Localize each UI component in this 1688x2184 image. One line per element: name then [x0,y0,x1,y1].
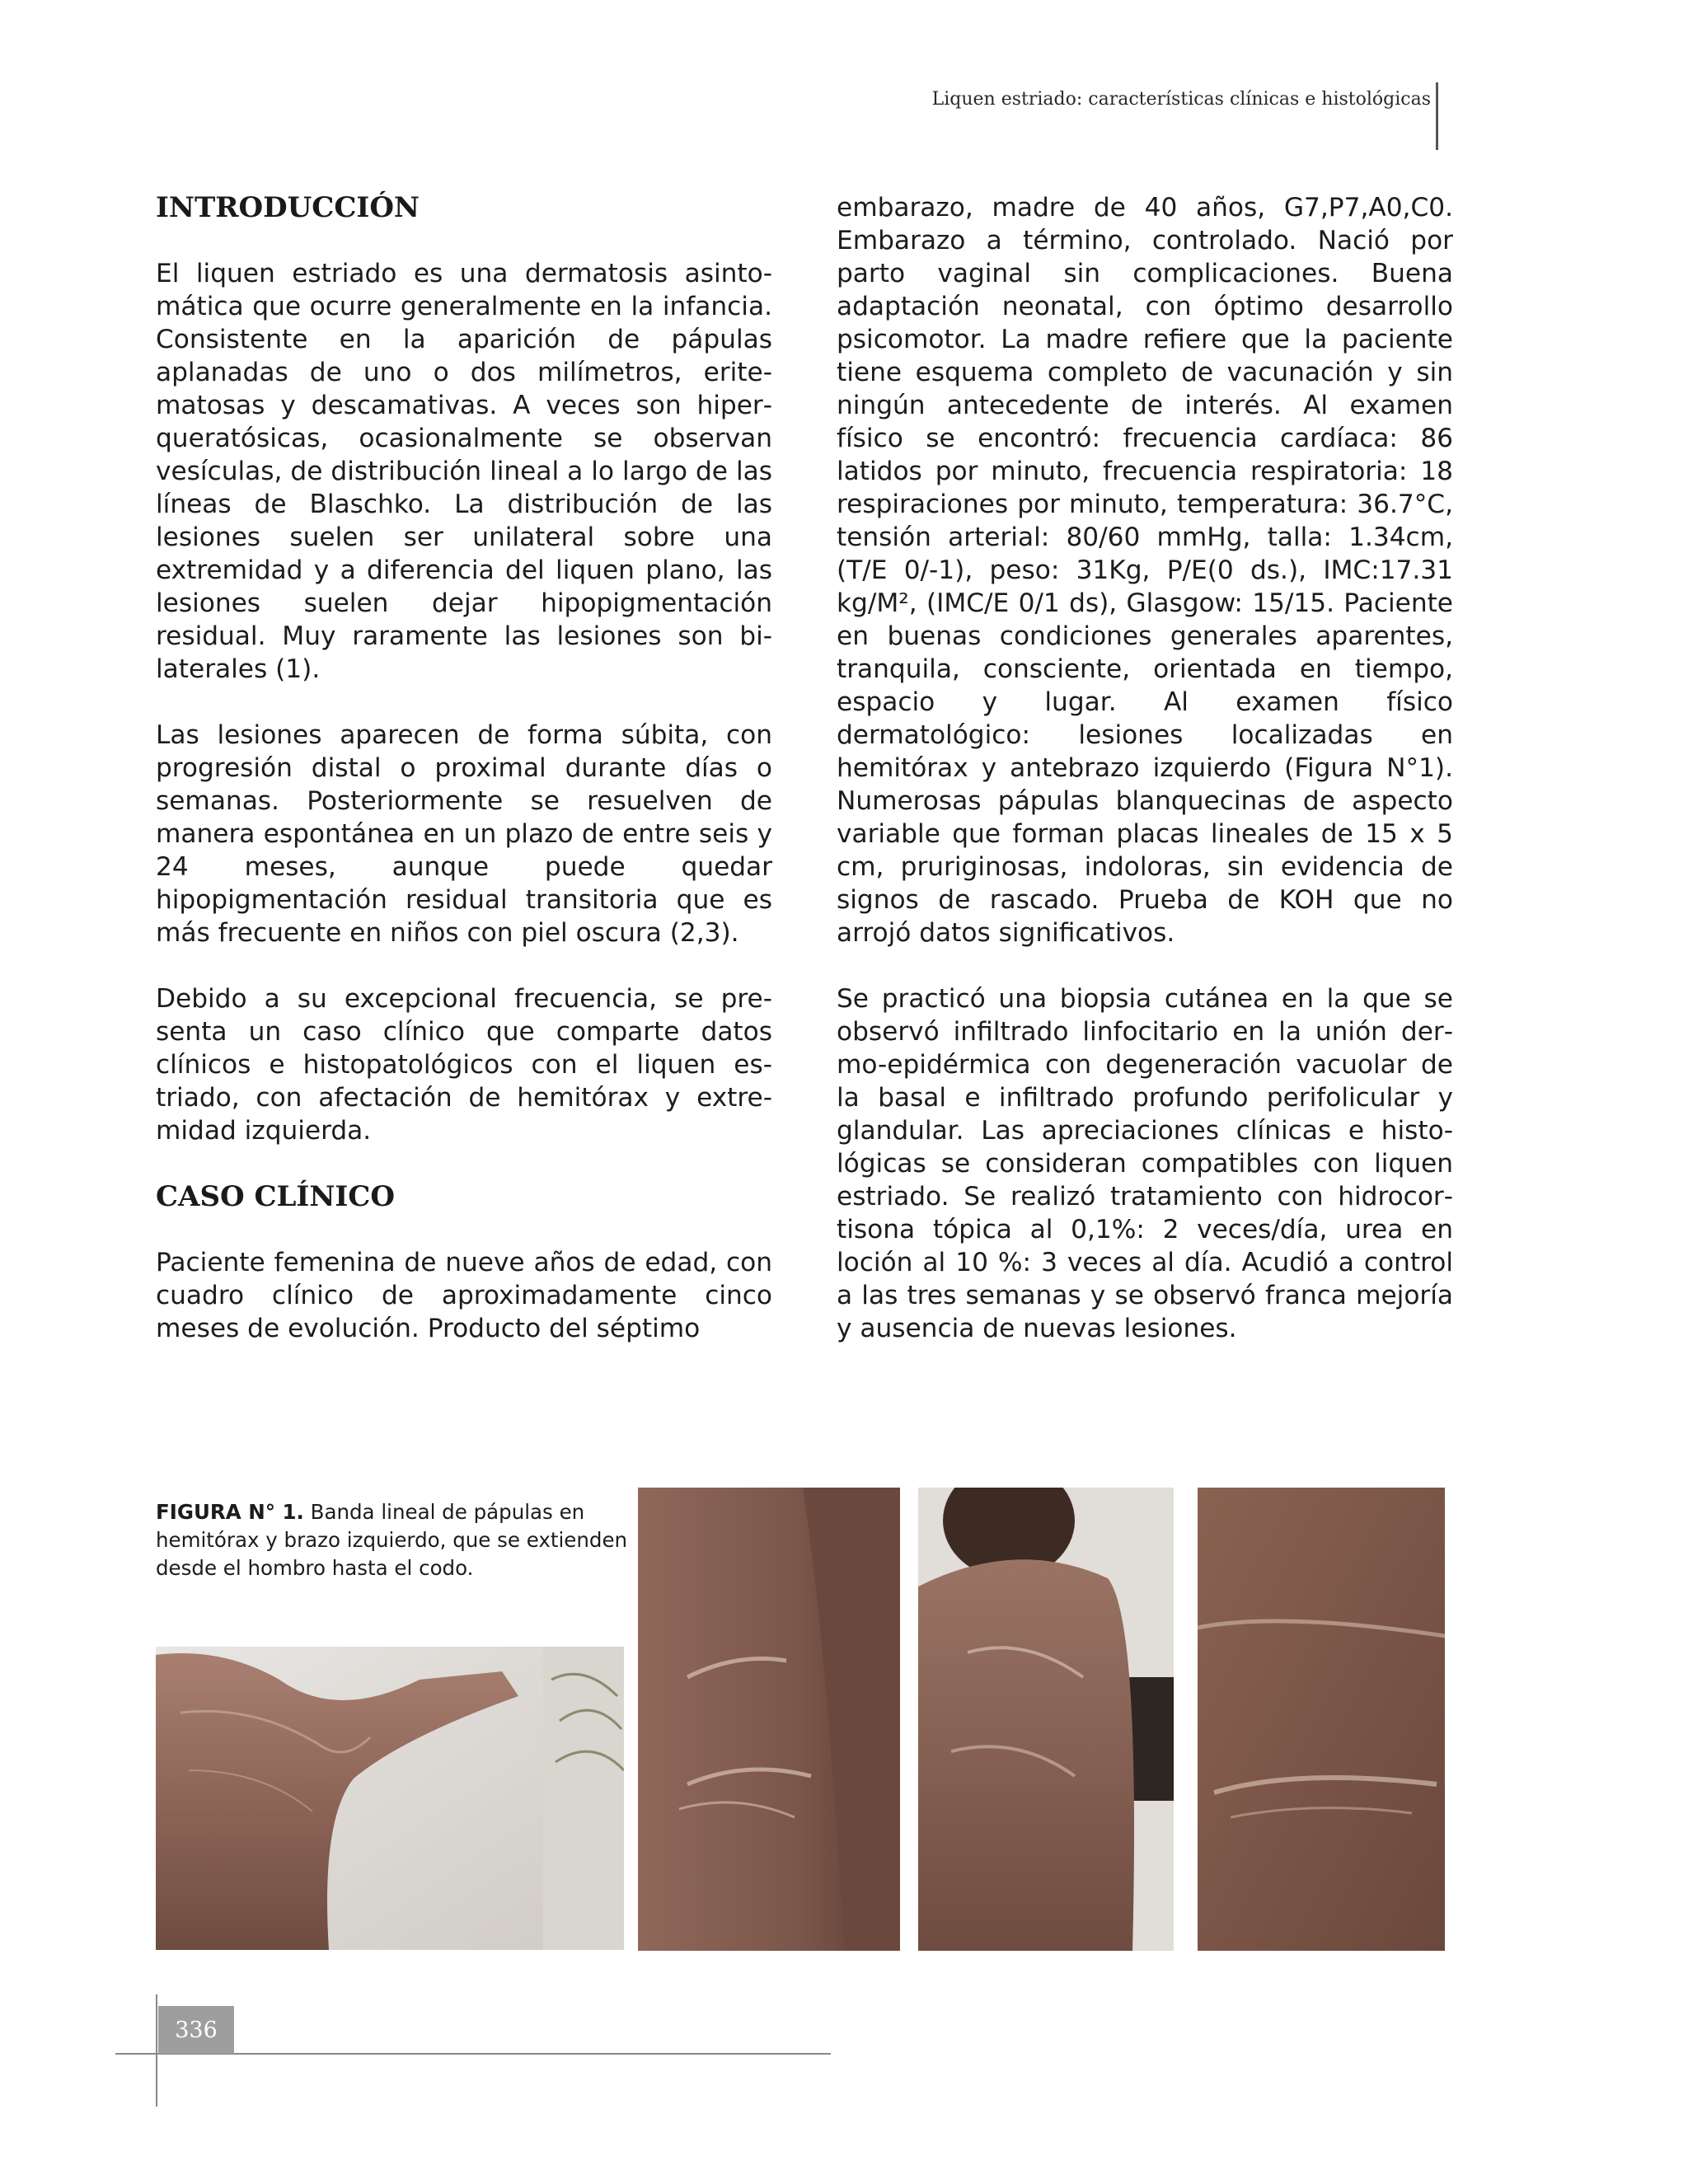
figure-photo-torso-side [638,1488,900,1951]
figure-photo-shoulder [918,1488,1174,1951]
right-column [837,191,1453,1345]
intro-paragraph-2: Las lesiones aparecen de forma súbita, con progresión distal o proximal durante días o semanas. Posteriormente se resuelven de manera espontánea en un plazo de entre seis y 24 meses, aunque puede quedar hipopigmentación residual transitoria que es más frecuente en niños con piel oscura (2,3). [156,720,772,948]
introduction-heading: INTRODUCCIÓN [156,191,420,224]
figure-photo-arm [156,1647,624,1950]
intro-paragraph-3: Debido a su excepcional frecuencia, se presenta un caso clínico que comparte datos clínicos e histopatológicos con el liquen estriado, con afectación de hemitórax y extremidad izquierda. [156,984,772,1146]
case-paragraph-1: Paciente femenina de nueve años de edad, con cuadro clínico de aproximadamente cinco meses de evolución. Producto del séptimo [156,1248,772,1343]
running-header-title: Liquen estriado: características clínicas e histológicas [931,89,1431,110]
intro-paragraph-1: El liquen estriado es una dermatosis asintomática que ocurre generalmente en la infancia. Consistente en la aparición de pápulas aplanadas de uno o dos milímetros, eritematosas y descamativas. A veces son hiperqueratósicas, ocasionalmente se observan vesículas, de distribución lineal a lo largo de las líneas de Blaschko. La distribución de las lesiones suelen ser unilateral sobre una extremidad y a diferencia del liquen plano, las lesiones suelen dejar hipopigmentación residual. Muy raramente las lesiones son bilaterales (1). [156,259,772,684]
left-column [156,191,772,1345]
figure-caption-text: Banda lineal de pápulas en hemitórax y brazo izquierdo, que se extienden desde el hombro hasta el codo. [156,1500,628,1580]
figure-caption [156,1498,634,1582]
figure-photo-back [1198,1488,1445,1951]
case-paragraph-1-continued: embarazo, madre de 40 años, G7,P7,A0,C0. Embarazo a término, controlado. Nació por parto vaginal sin complicaciones. Buena adaptación neonatal, con óptimo desarrollo psicomotor. La madre refiere que la paciente tiene esquema completo de vacunación y sin ningún antecedente de interés. Al examen físico se encontró: frecuencia cardíaca: 86 latidos por minuto, frecuencia respiratoria: 18 respiraciones por minuto, temperatura: 36.7°C, tensión arterial: 80/60 mmHg, talla: 1.34cm, (T/E 0/-1), peso: 31Kg, P/E(0 ds.), IMC:17.31 kg/M², (IMC/E 0/1 ds), Glasgow: 15/15. Paciente en buenas condiciones generales aparentes, tranquila, consciente, orientada en tiempo, espacio y lugar. Al examen físico dermatológico: lesiones localizadas en hemitórax y antebrazo izquierdo (Figura N°1). Numerosas pápulas blanquecinas de aspecto variable que forman placas lineales de 15 x 5 cm, pruriginosas, indoloras, sin evidencia de signos de rascado. Prueba de KOH que no arrojó datos significativos. [837,193,1453,948]
header-vertical-rule [1436,82,1438,150]
figure-label: FIGURA N° 1. [156,1500,304,1524]
page-number-box [158,2006,234,2054]
footer-vertical-rule [156,1994,157,2107]
page-number: 336 [175,2017,218,2043]
case-heading: CASO CLÍNICO [156,1180,395,1213]
case-paragraph-2: Se practicó una biopsia cutánea en la que se observó infiltrado linfocitario en la unión dermo-epidérmica con degeneración vacuolar de la basal e infiltrado profundo perifolicular y glandular. Las apreciaciones clínicas e histológicas se consideran compatibles con liquen estriado. Se realizó tratamiento con hidrocortisona tópica al 0,1%: 2 veces/día, urea en loción al 10 %: 3 veces al día. Acudió a control a las tres semanas y se observó franca mejoría y ausencia de nuevas lesiones. [837,984,1453,1343]
